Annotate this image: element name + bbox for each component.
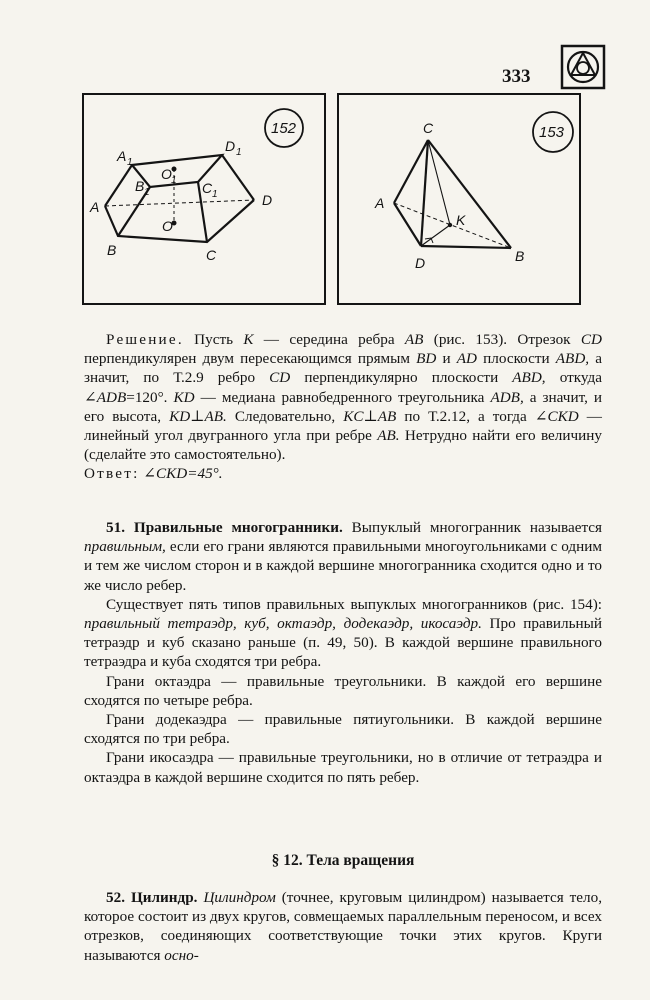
label-C1-sub: 1	[212, 189, 218, 200]
figure-number-153: 153	[539, 124, 565, 141]
label-A: A	[90, 199, 100, 215]
answer-label: Ответ:	[84, 465, 140, 483]
section-51-title: 51. Правильные многогранники.	[106, 519, 343, 536]
label-C: C	[423, 120, 434, 136]
figure-number-152: 152	[271, 120, 297, 137]
section-51-intro: 51. Правильные многогранники. Выпуклый многогранник называется правильным, если его грани являются правильными многоугольниками с одним и тем же числом сторон и в каждой вершине многогранника сходится одно и то же число ребер.	[84, 519, 602, 594]
label-O: O	[162, 218, 173, 234]
label-B1-sub: 1	[144, 187, 150, 198]
figure-152	[82, 93, 326, 305]
section-51-octahedron: Грани октаэдра — правильные треугольники. В каждой его вершине сходятся по четыре ребра.	[84, 672, 602, 709]
figure-153	[337, 93, 581, 305]
label-C1: C	[202, 180, 213, 196]
label-D: D	[415, 255, 426, 271]
section-51-dodecahedron: Грани додекаэдра — правильные пятиугольники. В каждой вершине сходятся по три ребра.	[84, 711, 602, 748]
label-D: D	[262, 192, 273, 208]
section-51-types: Существует пять типов правильных выпуклых многогранников (рис. 154): правильный тетраэдр, куб, октаэдр, додекаэдр, икосаэдр. Про правильный тетраэдр и куб сказано раньше (п. 49, 50). В каждой вершине правильного тетраэдра и куба сходятся три ребра.	[84, 595, 602, 671]
label-D1: D	[225, 138, 236, 154]
section-51-icosahedron: Грани икосаэдра — правильные треугольники, но в отличие от тетраэдра и октаэдра в каждой вершине сходится по пять ребер.	[84, 749, 602, 786]
section-52-title: 52. Цилиндр.	[106, 889, 198, 906]
section-52: 52. Цилиндр. Цилиндром (точнее, круговым цилиндром) называется тело, которое состоит из двух кругов, совмещаемых параллельным переносом, и всех отрезков, соединяющих соответствующие точки этих кругов. Круги называются осно-	[84, 889, 603, 964]
label-C: C	[206, 247, 217, 263]
section-12-heading: § 12. Тела вращения	[271, 852, 415, 869]
label-A: A	[375, 195, 385, 211]
solution-paragraph: Решение. Пусть K — середина ребра AB (рис. 153). Отрезок CD перпендикулярен двум пересекающимся прямым BD и AD плоскости ABD, а значит, по Т.2.9 ребро CD перпендикулярно плоскости ABD, откуда ∠ADB=120°. KD — медиана равнобедренного треугольника ADB, а значит, и его высота, KD⊥AB. Следовательно, KC⊥AB по Т.2.12, а тогда ∠CKD — линейный угол двугранного угла при ребре AB. Нетрудно найти его величину (сделайте это самостоятельно). Ответ: ∠CKD=45°.	[84, 331, 603, 483]
label-B: B	[107, 242, 117, 258]
label-A1-sub: 1	[127, 157, 133, 168]
label-O1: O	[161, 166, 172, 182]
solution-label: Решение.	[106, 331, 184, 348]
label-B: B	[515, 248, 525, 264]
label-O1-sub: 1	[171, 175, 177, 186]
section-51	[84, 518, 602, 787]
label-A1: A	[117, 148, 127, 164]
label-K: K	[456, 212, 466, 228]
page-number: 333	[502, 66, 531, 87]
answer-value: ∠CKD=45°.	[139, 465, 223, 483]
label-B1: B	[135, 178, 145, 194]
label-D1-sub: 1	[236, 147, 242, 158]
book-logo-icon	[560, 44, 606, 90]
